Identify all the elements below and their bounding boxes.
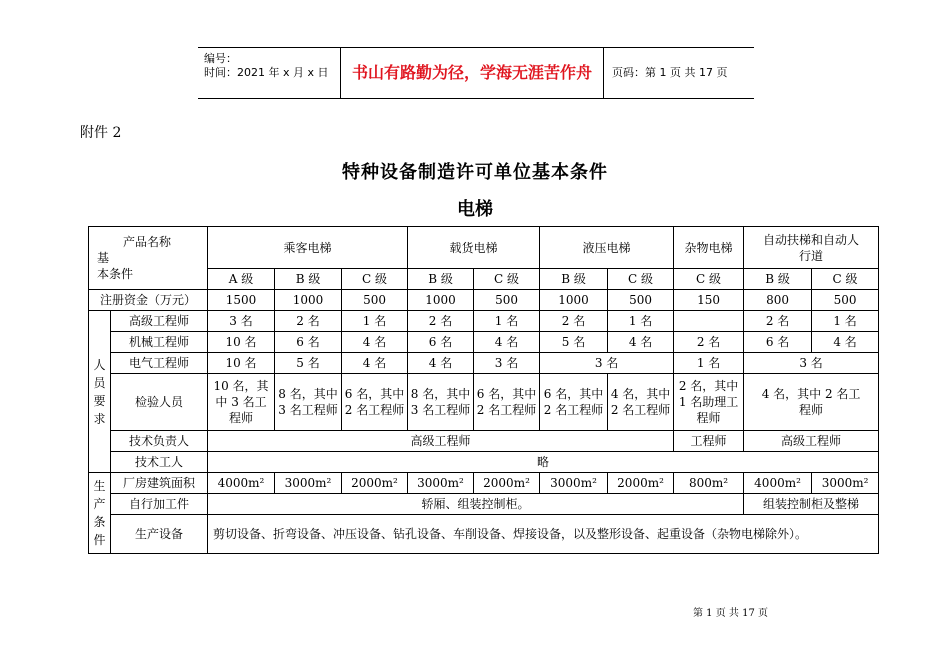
capital-cell: 500	[474, 290, 540, 311]
corner-cell	[89, 227, 208, 290]
mech-cell: 4 名	[812, 332, 879, 353]
senior-cell: 2 名	[275, 311, 342, 332]
grade-cell: C 级	[812, 269, 879, 290]
tech-lead-label: 技术负责人	[111, 431, 208, 452]
mech-cell: 6 名	[275, 332, 342, 353]
grade-cell: B 级	[408, 269, 474, 290]
table-row	[89, 374, 879, 431]
grade-cell: C 级	[342, 269, 408, 290]
senior-cell: 1 名	[474, 311, 540, 332]
capital-cell: 800	[744, 290, 812, 311]
area-cell: 2000m²	[608, 473, 674, 494]
inspect-cell: 4 名，其中 2 名工程师	[744, 374, 879, 431]
attachment-label: 附件 2	[80, 125, 122, 141]
mech-label: 机械工程师	[111, 332, 208, 353]
area-cell: 3000m²	[408, 473, 474, 494]
personnel-group-label: 人员要求	[89, 311, 111, 473]
requirements-table	[88, 226, 879, 554]
capital-cell: 500	[608, 290, 674, 311]
self-made-label: 自行加工件	[111, 494, 208, 515]
header-page-label: 页码：第 1 页 共 17 页	[612, 66, 728, 79]
tech-lead-cell: 工程师	[674, 431, 744, 452]
area-label: 厂房建筑面积	[111, 473, 208, 494]
elec-cell: 10 名	[208, 353, 275, 374]
tech-lead-cell: 高级工程师	[208, 431, 674, 452]
elec-cell: 5 名	[275, 353, 342, 374]
grade-cell: C 级	[474, 269, 540, 290]
header-motto: 书山有路勤为径，学海无涯苦作舟	[340, 48, 604, 98]
area-cell: 800m²	[674, 473, 744, 494]
elec-cell: 3 名	[474, 353, 540, 374]
table-row	[89, 473, 879, 494]
mech-cell: 5 名	[540, 332, 608, 353]
elec-cell: 4 名	[408, 353, 474, 374]
production-group-label: 生产条件	[89, 473, 111, 554]
grade-cell: C 级	[608, 269, 674, 290]
senior-cell: 1 名	[608, 311, 674, 332]
area-cell: 4000m²	[208, 473, 275, 494]
mech-cell: 4 名	[342, 332, 408, 353]
area-cell: 3000m²	[540, 473, 608, 494]
grade-cell: B 级	[275, 269, 342, 290]
mech-cell: 4 名	[608, 332, 674, 353]
senior-cell: 2 名	[744, 311, 812, 332]
elec-cell: 3 名	[744, 353, 879, 374]
senior-cell: 2 名	[408, 311, 474, 332]
product-freight: 载货电梯	[408, 227, 540, 269]
capital-cell: 1000	[275, 290, 342, 311]
elec-cell: 1 名	[674, 353, 744, 374]
inspect-cell: 6 名，其中 2 名工程师	[342, 374, 408, 431]
senior-cell	[674, 311, 744, 332]
header-meta	[198, 48, 340, 98]
corner-ji-label: 基	[97, 251, 110, 265]
document-subtitle: 电梯	[457, 199, 493, 220]
table-row	[89, 290, 879, 311]
table-row	[89, 431, 879, 452]
corner-product-label: 产品名称	[123, 235, 172, 249]
document-title: 特种设备制造许可单位基本条件	[342, 162, 608, 183]
elec-cell: 4 名	[342, 353, 408, 374]
grade-cell: A 级	[208, 269, 275, 290]
senior-label: 高级工程师	[111, 311, 208, 332]
self-made-cell: 组装控制柜及整梯	[744, 494, 879, 515]
grade-cell: B 级	[540, 269, 608, 290]
equipment-cell: 剪切设备、折弯设备、冲压设备、钻孔设备、车削设备、焊接设备，以及整形设备、起重设备（杂物电梯除外）。	[208, 515, 879, 554]
area-cell: 3000m²	[812, 473, 879, 494]
mech-cell: 2 名	[674, 332, 744, 353]
number-label: 编号：	[204, 52, 237, 65]
capital-cell: 500	[342, 290, 408, 311]
area-cell: 2000m²	[474, 473, 540, 494]
senior-cell: 1 名	[342, 311, 408, 332]
tech-lead-cell: 高级工程师	[744, 431, 879, 452]
capital-cell: 150	[674, 290, 744, 311]
inspect-cell: 6 名，其中 2 名工程师	[540, 374, 608, 431]
self-made-cell: 轿厢、组装控制柜。	[208, 494, 744, 515]
table-row	[89, 452, 879, 473]
page-footer: 第 1 页 共 17 页	[693, 608, 768, 619]
grade-cell: B 级	[744, 269, 812, 290]
elec-label: 电气工程师	[111, 353, 208, 374]
area-cell: 2000m²	[342, 473, 408, 494]
capital-cell: 1000	[408, 290, 474, 311]
product-passenger: 乘客电梯	[208, 227, 408, 269]
elec-cell: 3 名	[540, 353, 674, 374]
table-row	[89, 515, 879, 554]
senior-cell: 2 名	[540, 311, 608, 332]
inspect-cell: 4 名，其中 2 名工程师	[608, 374, 674, 431]
mech-cell: 10 名	[208, 332, 275, 353]
inspect-cell: 10 名，其中 3 名工程师	[208, 374, 275, 431]
inspect-label: 检验人员	[111, 374, 208, 431]
capital-cell: 500	[812, 290, 879, 311]
mech-cell: 4 名	[474, 332, 540, 353]
capital-cell: 1000	[540, 290, 608, 311]
capital-cell: 1500	[208, 290, 275, 311]
table-row	[89, 494, 879, 515]
area-cell: 4000m²	[744, 473, 812, 494]
mech-cell: 6 名	[408, 332, 474, 353]
time-label: 时间：2021 年 x 月 x 日	[204, 66, 329, 79]
page-header	[198, 47, 754, 99]
product-escalator: 自动扶梯和自动人行道	[744, 227, 879, 269]
area-cell: 3000m²	[275, 473, 342, 494]
inspect-cell: 2 名，其中 1 名助理工程师	[674, 374, 744, 431]
equipment-label: 生产设备	[111, 515, 208, 554]
product-dumbwaiter: 杂物电梯	[674, 227, 744, 269]
workers-cell: 略	[208, 452, 879, 473]
capital-label: 注册资金（万元）	[89, 290, 208, 311]
table-row	[89, 332, 879, 353]
table-row	[89, 269, 879, 290]
senior-cell: 3 名	[208, 311, 275, 332]
grade-cell: C 级	[674, 269, 744, 290]
workers-label: 技术工人	[111, 452, 208, 473]
inspect-cell: 6 名，其中 2 名工程师	[474, 374, 540, 431]
table-row	[89, 311, 879, 332]
table-row	[89, 227, 879, 269]
inspect-cell: 8 名，其中 3 名工程师	[275, 374, 342, 431]
table-row	[89, 353, 879, 374]
corner-basic-label: 本条件	[97, 267, 134, 281]
product-hydraulic: 液压电梯	[540, 227, 674, 269]
mech-cell: 6 名	[744, 332, 812, 353]
inspect-cell: 8 名，其中 3 名工程师	[408, 374, 474, 431]
senior-cell: 1 名	[812, 311, 879, 332]
